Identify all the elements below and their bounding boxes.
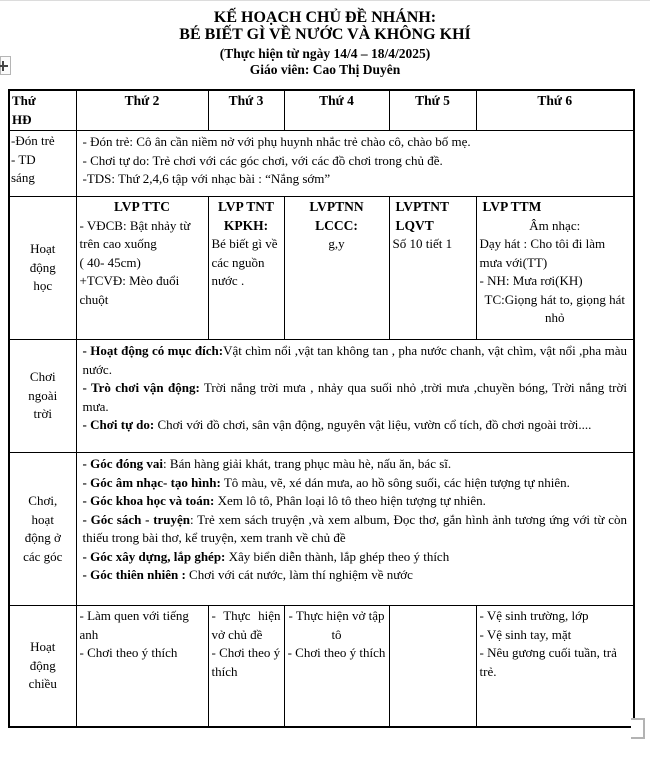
day-header-wed: Thứ 4: [284, 90, 389, 131]
plan-title-line2: BÉ BIẾT GÌ VỀ NƯỚC VÀ KHÔNG KHÍ: [179, 26, 471, 43]
header-row: [9, 90, 634, 131]
row-label-afternoon: Hoạt động chiều: [9, 606, 76, 727]
corner-header-cell: Thứ HĐ: [9, 90, 76, 131]
table-resize-handle[interactable]: [631, 718, 645, 739]
cell-learning-fri: LVP TTM Âm nhạc: Dạy hát : Cho tôi đi làm mưa với(TT) - NH: Mưa rơi(KH) TC:Giọng hát to, giọng hát nhỏ: [476, 197, 634, 340]
plan-title-line1: KẾ HOẠCH CHỦ ĐỀ NHÁNH:: [213, 9, 437, 26]
cell-learning-wed: LVPTNN LCCC: g,y: [284, 197, 389, 340]
cell-afternoon-thu: [389, 606, 476, 727]
weekly-plan-table: [8, 89, 635, 728]
cell-learning-thu: LVPTNT LQVT Số 10 tiết 1: [389, 197, 476, 340]
cell-afternoon-wed: - Thực hiện vở tập tô - Chơi theo ý thích: [284, 606, 389, 727]
row-corners: [9, 453, 634, 606]
plan-date-range: (Thực hiện từ ngày 14/4 – 18/4/2025): [219, 46, 431, 61]
row-label-learning: Hoạt động học: [9, 197, 76, 340]
cell-learning-tue: LVP TNT KPKH: Bé biết gì về các nguồn nước .: [208, 197, 284, 340]
cell-afternoon-tue: - Thực hiện vở chủ đề - Chơi theo ý thích: [208, 606, 284, 727]
table-move-handle[interactable]: [0, 56, 11, 75]
page-top-divider: [0, 0, 650, 1]
cell-corner-activities: - Góc đóng vai: Bán hàng giải khát, trang phục màu hè, nấu ăn, bác sĩ. - Góc âm nhạc- tạo hình: Tô màu, vẽ, xé dán mưa, ao hồ sông suối, các hiện tượng tự nhiên. - Góc khoa học và toán: Xem lô tô, Phân loại lô tô theo hiện tượng tự nhiên. - Góc sách - truyện: Trẻ xem sách truyện ,và xem album, Đọc thơ, gắn hình ảnh tương ứng với từ còn thiếu trong bài thơ, kể truyện, xem tranh về chủ đề - Góc xây dựng, lắp ghép: Xây biển diễn thành, lắp ghép theo ý thích - Góc thiên nhiên : Chơi với cát nước, làm thí nghiệm về nước: [76, 453, 634, 606]
cell-afternoon-mon: - Làm quen với tiếng anh - Chơi theo ý thích: [76, 606, 208, 727]
cell-learning-mon: LVP TTC - VĐCB: Bật nhảy từ trên cao xuống ( 40- 45cm) +TCVĐ: Mèo đuổi chuột: [76, 197, 208, 340]
cell-afternoon-fri: - Vệ sinh trường, lớp - Vệ sinh tay, mặt - Nêu gương cuối tuần, trả trẻ.: [476, 606, 634, 727]
row-label-corners: Chơi, hoạt động ở các góc: [9, 453, 76, 606]
row-morning: [9, 131, 634, 197]
day-header-fri: Thứ 6: [476, 90, 634, 131]
row-label-morning: -Đón trẻ - TD sáng: [9, 131, 76, 197]
row-outdoor: [9, 340, 634, 453]
day-header-tue: Thứ 3: [208, 90, 284, 131]
day-header-thu: Thứ 5: [389, 90, 476, 131]
cell-outdoor-activities: - Hoạt động có mục đích:Vật chìm nổi ,vật tan không tan , pha nước chanh, vật chìm, vật nổi ,pha màu nước. - Trò chơi vận động: Trời nắng trời mưa , nhảy qua suối nhỏ ,trời mưa ,chuyền bóng, Trời nắng trời mưa. - Chơi tự do: Chơi với đồ chơi, sân vận động, nguyên vật liệu, vườn cổ tích, đồ chơi ngoài trời....: [76, 340, 634, 453]
teacher-name: Giáo viên: Cao Thị Duyên: [249, 62, 401, 77]
cell-morning-activities: - Đón trẻ: Cô ân cần niềm nở với phụ huynh nhắc trẻ chào cô, chào bố mẹ. - Chơi tự do: Trẻ chơi với các góc chơi, với các đồ chơi trong chủ đề. -TDS: Thứ 2,4,6 tập với nhạc bài : “Nắng sớm”: [76, 131, 634, 197]
row-label-outdoor: Chơi ngoài trời: [9, 340, 76, 453]
move-cross-icon: [2, 61, 4, 71]
document-header: [0, 9, 650, 78]
row-learning: [9, 197, 634, 340]
row-afternoon: [9, 606, 634, 727]
day-header-mon: Thứ 2: [76, 90, 208, 131]
